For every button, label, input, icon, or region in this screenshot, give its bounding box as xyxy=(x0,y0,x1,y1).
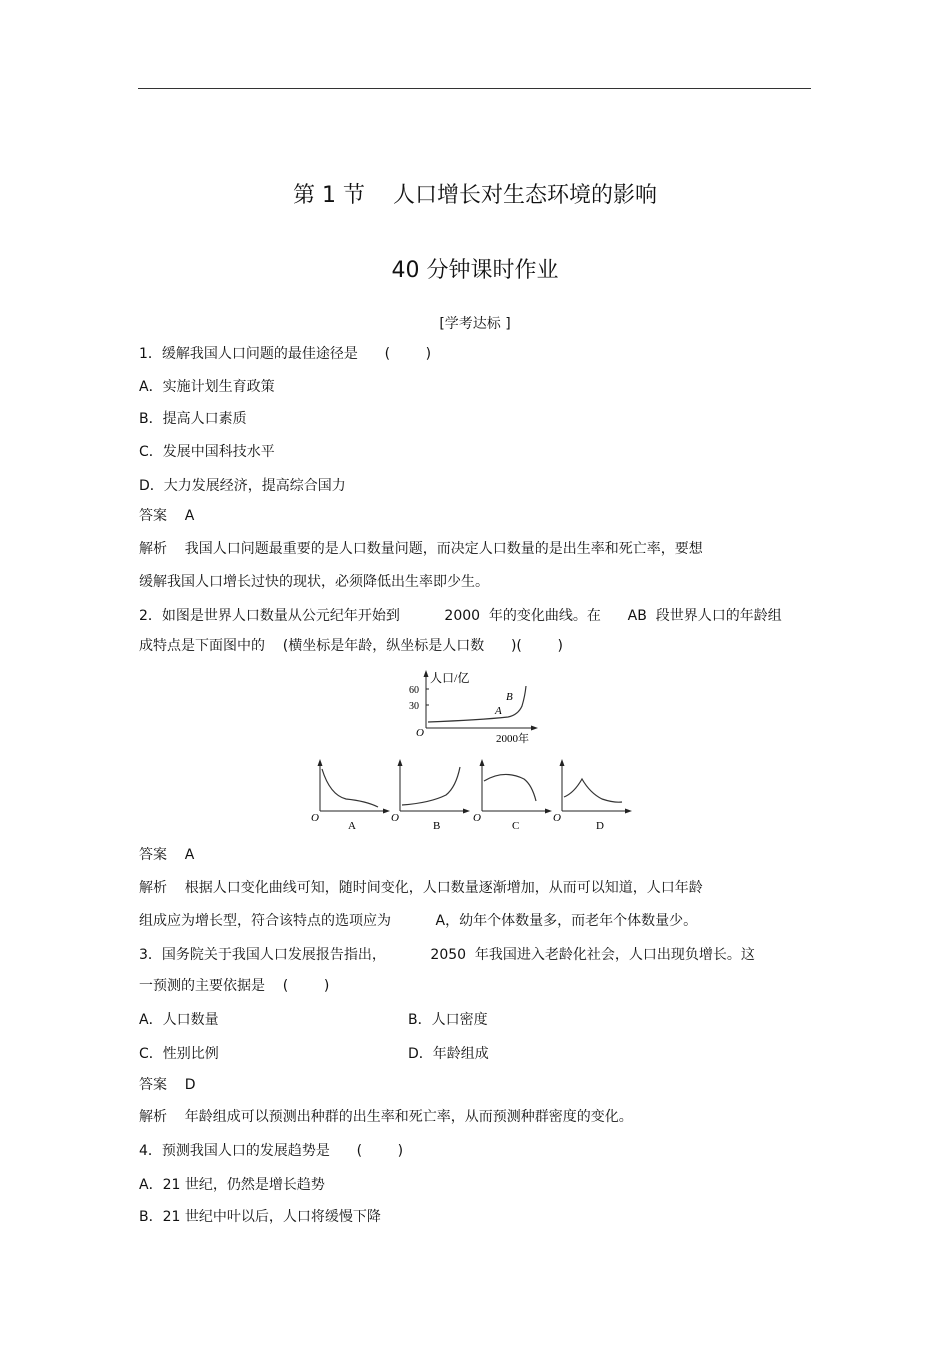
origin-label: O xyxy=(416,727,424,739)
option-graph-d-label: D xyxy=(596,820,604,832)
q2-explanation-1: 解析 根据人口变化曲线可知，随时间变化，人口数量逐渐增加，从而可以知道，人口年龄 xyxy=(139,880,703,896)
q1-stem: 1．缓解我国人口问题的最佳途径是 ( ) xyxy=(139,346,432,362)
q4-option-b: B．21 世纪中叶以后，人口将缓慢下降 xyxy=(139,1209,381,1225)
q1-explanation-2: 缓解我国人口增长过快的现状，必须降低出生率即少生。 xyxy=(139,574,489,590)
q2-stem-2: 成特点是下面图中的 (横坐标是年龄，纵坐标是人口数 )( ) xyxy=(139,638,563,654)
y-tick-60: 60 xyxy=(409,685,419,696)
option-graph-c xyxy=(473,759,552,832)
age-structure-options-figure xyxy=(306,755,636,835)
q2-answer: 答案 A xyxy=(139,847,195,863)
q3-option-b: B．人口密度 xyxy=(408,1012,488,1028)
x-axis-label: 2000年 xyxy=(496,733,529,745)
svg-text:O: O xyxy=(311,812,319,824)
y-tick-30: 30 xyxy=(409,701,419,712)
svg-text:O: O xyxy=(391,812,399,824)
q1-answer: 答案 A xyxy=(139,508,195,524)
q4-stem: 4．预测我国人口的发展趋势是 ( ) xyxy=(139,1143,404,1159)
curve-point-a: A xyxy=(495,705,502,717)
q1-option-d: D．大力发展经济，提高综合国力 xyxy=(139,478,346,494)
option-graph-b-label: B xyxy=(433,820,441,832)
q1-option-a: A．实施计划生育政策 xyxy=(139,379,275,395)
curve-point-b: B xyxy=(506,691,513,703)
q4-option-a: A．21 世纪，仍然是增长趋势 xyxy=(139,1177,325,1193)
option-graph-b xyxy=(391,759,470,832)
option-graph-c-label: C xyxy=(512,820,520,832)
svg-text:O: O xyxy=(473,812,481,824)
y-axis-label: 人口/亿 xyxy=(430,671,470,685)
section-label: [学考达标 ] xyxy=(439,316,511,332)
population-curve-figure xyxy=(400,668,550,746)
q1-explanation-1: 解析 我国人口问题最重要的是人口数量问题，而决定人口数量的是出生率和死亡率，要想 xyxy=(139,541,703,557)
q3-explanation: 解析 年龄组成可以预测出种群的出生率和死亡率，从而预测种群密度的变化。 xyxy=(139,1109,633,1125)
option-graph-d xyxy=(553,759,632,832)
q3-answer: 答案 D xyxy=(139,1077,196,1093)
q1-option-c: C．发展中国科技水平 xyxy=(139,444,275,460)
q3-option-c: C．性别比例 xyxy=(139,1046,219,1062)
q3-option-d: D．年龄组成 xyxy=(408,1046,489,1062)
lesson-title: 第 1 节 人口增长对生态环境的影响 xyxy=(293,183,657,208)
q3-option-a: A．人口数量 xyxy=(139,1012,219,1028)
svg-text:O: O xyxy=(553,812,561,824)
homework-subtitle: 40 分钟课时作业 xyxy=(391,258,559,283)
q2-explanation-2: 组成应为增长型，符合该特点的选项应为 A，幼年个体数量多，而老年个体数量少。 xyxy=(139,913,698,929)
header-rule xyxy=(138,88,811,89)
q1-option-b: B．提高人口素质 xyxy=(139,411,247,427)
option-graph-a xyxy=(311,759,390,832)
q3-stem-1: 3．国务院关于我国人口发展报告指出， 2050 年我国进入老龄化社会，人口出现负增长。这 xyxy=(139,947,755,963)
q3-stem-2: 一预测的主要依据是 ( ) xyxy=(139,978,330,994)
option-graph-a-label: A xyxy=(348,820,356,832)
q2-stem-1: 2．如图是世界人口数量从公元纪年开始到 2000 年的变化曲线。在 AB 段世界人口的年龄组 xyxy=(139,608,782,624)
